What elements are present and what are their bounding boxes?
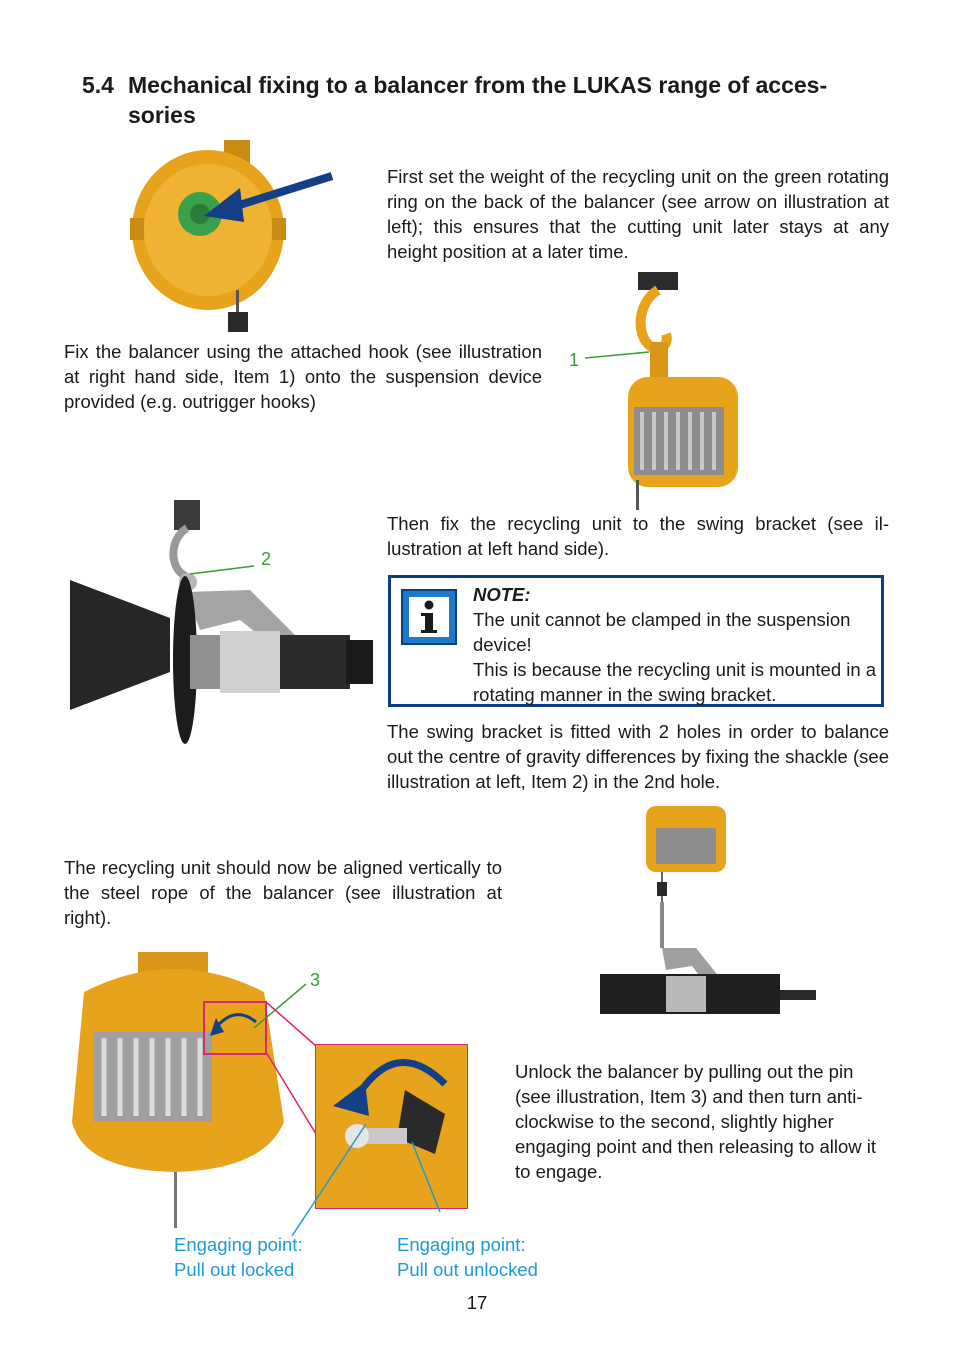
caption-engaging-locked: Engaging point: Pull out locked	[174, 1234, 303, 1280]
vertical-alignment-image	[596, 806, 818, 1038]
info-icon	[401, 589, 457, 645]
section-title-line2: sories	[128, 102, 196, 128]
paragraph-swing-bracket-holes: The swing bracket is fitted with 2 holes in order to balance out the centre of gravity differences by fixing the shackle (see illustration at left, Item 2) in the 2nd hole.	[387, 721, 889, 792]
balancer-hook-image	[608, 272, 748, 510]
item-2-label: 2	[261, 549, 272, 569]
item-1-leader	[565, 340, 660, 370]
page-number: 17	[466, 1292, 488, 1313]
note-title: NOTE:	[473, 584, 531, 605]
item-1-label: 1	[569, 350, 580, 370]
note-box	[388, 575, 884, 707]
item-3-label: 3	[310, 970, 321, 990]
paragraph-alignment: The recycling unit should now be aligned vertically to the steel rope of the balancer (see illustration at right).	[64, 857, 502, 928]
note-text	[473, 582, 878, 707]
paragraph-unlock-balancer: Unlock the balancer by pulling out the pin (see illustration, Item 3) and then turn anti-clockwise to the second, slightly higher engaging point and then releasing to allow it to engage.	[515, 1061, 877, 1182]
engaging-point-leaders	[280, 1120, 470, 1250]
note-line-2: This is because the recycling unit is mounted in a rotating manner in the swing bracket.	[473, 659, 877, 705]
caption-engaging-unlocked: Engaging point: Pull out unlocked	[397, 1234, 538, 1280]
paragraph-fix-balancer: Fix the balancer using the attached hook (see illustration at right hand side, Item 1) onto the suspension device provided (e.g. outrigger hooks)	[64, 341, 542, 412]
section-title-line1: Mechanical fixing to a balancer from the LUKAS range of acces-	[128, 72, 828, 98]
paragraph-fix-recycling-unit: Then fix the recycling unit to the swing bracket (see il-lustration at left hand side).	[387, 513, 889, 559]
section-number: 5.4	[82, 72, 114, 98]
balancer-back-image	[128, 140, 336, 332]
section-heading	[82, 70, 902, 130]
paragraph-set-weight: First set the weight of the recycling unit on the green rotating ring on the back of the balancer (see arrow on illustration at left); this ensures that the cutting unit later stays at any height position at a later time.	[387, 166, 889, 262]
item-2-leader	[188, 558, 268, 580]
swing-bracket-image	[70, 500, 373, 768]
note-line-1: The unit cannot be clamped in the suspension device!	[473, 609, 851, 655]
